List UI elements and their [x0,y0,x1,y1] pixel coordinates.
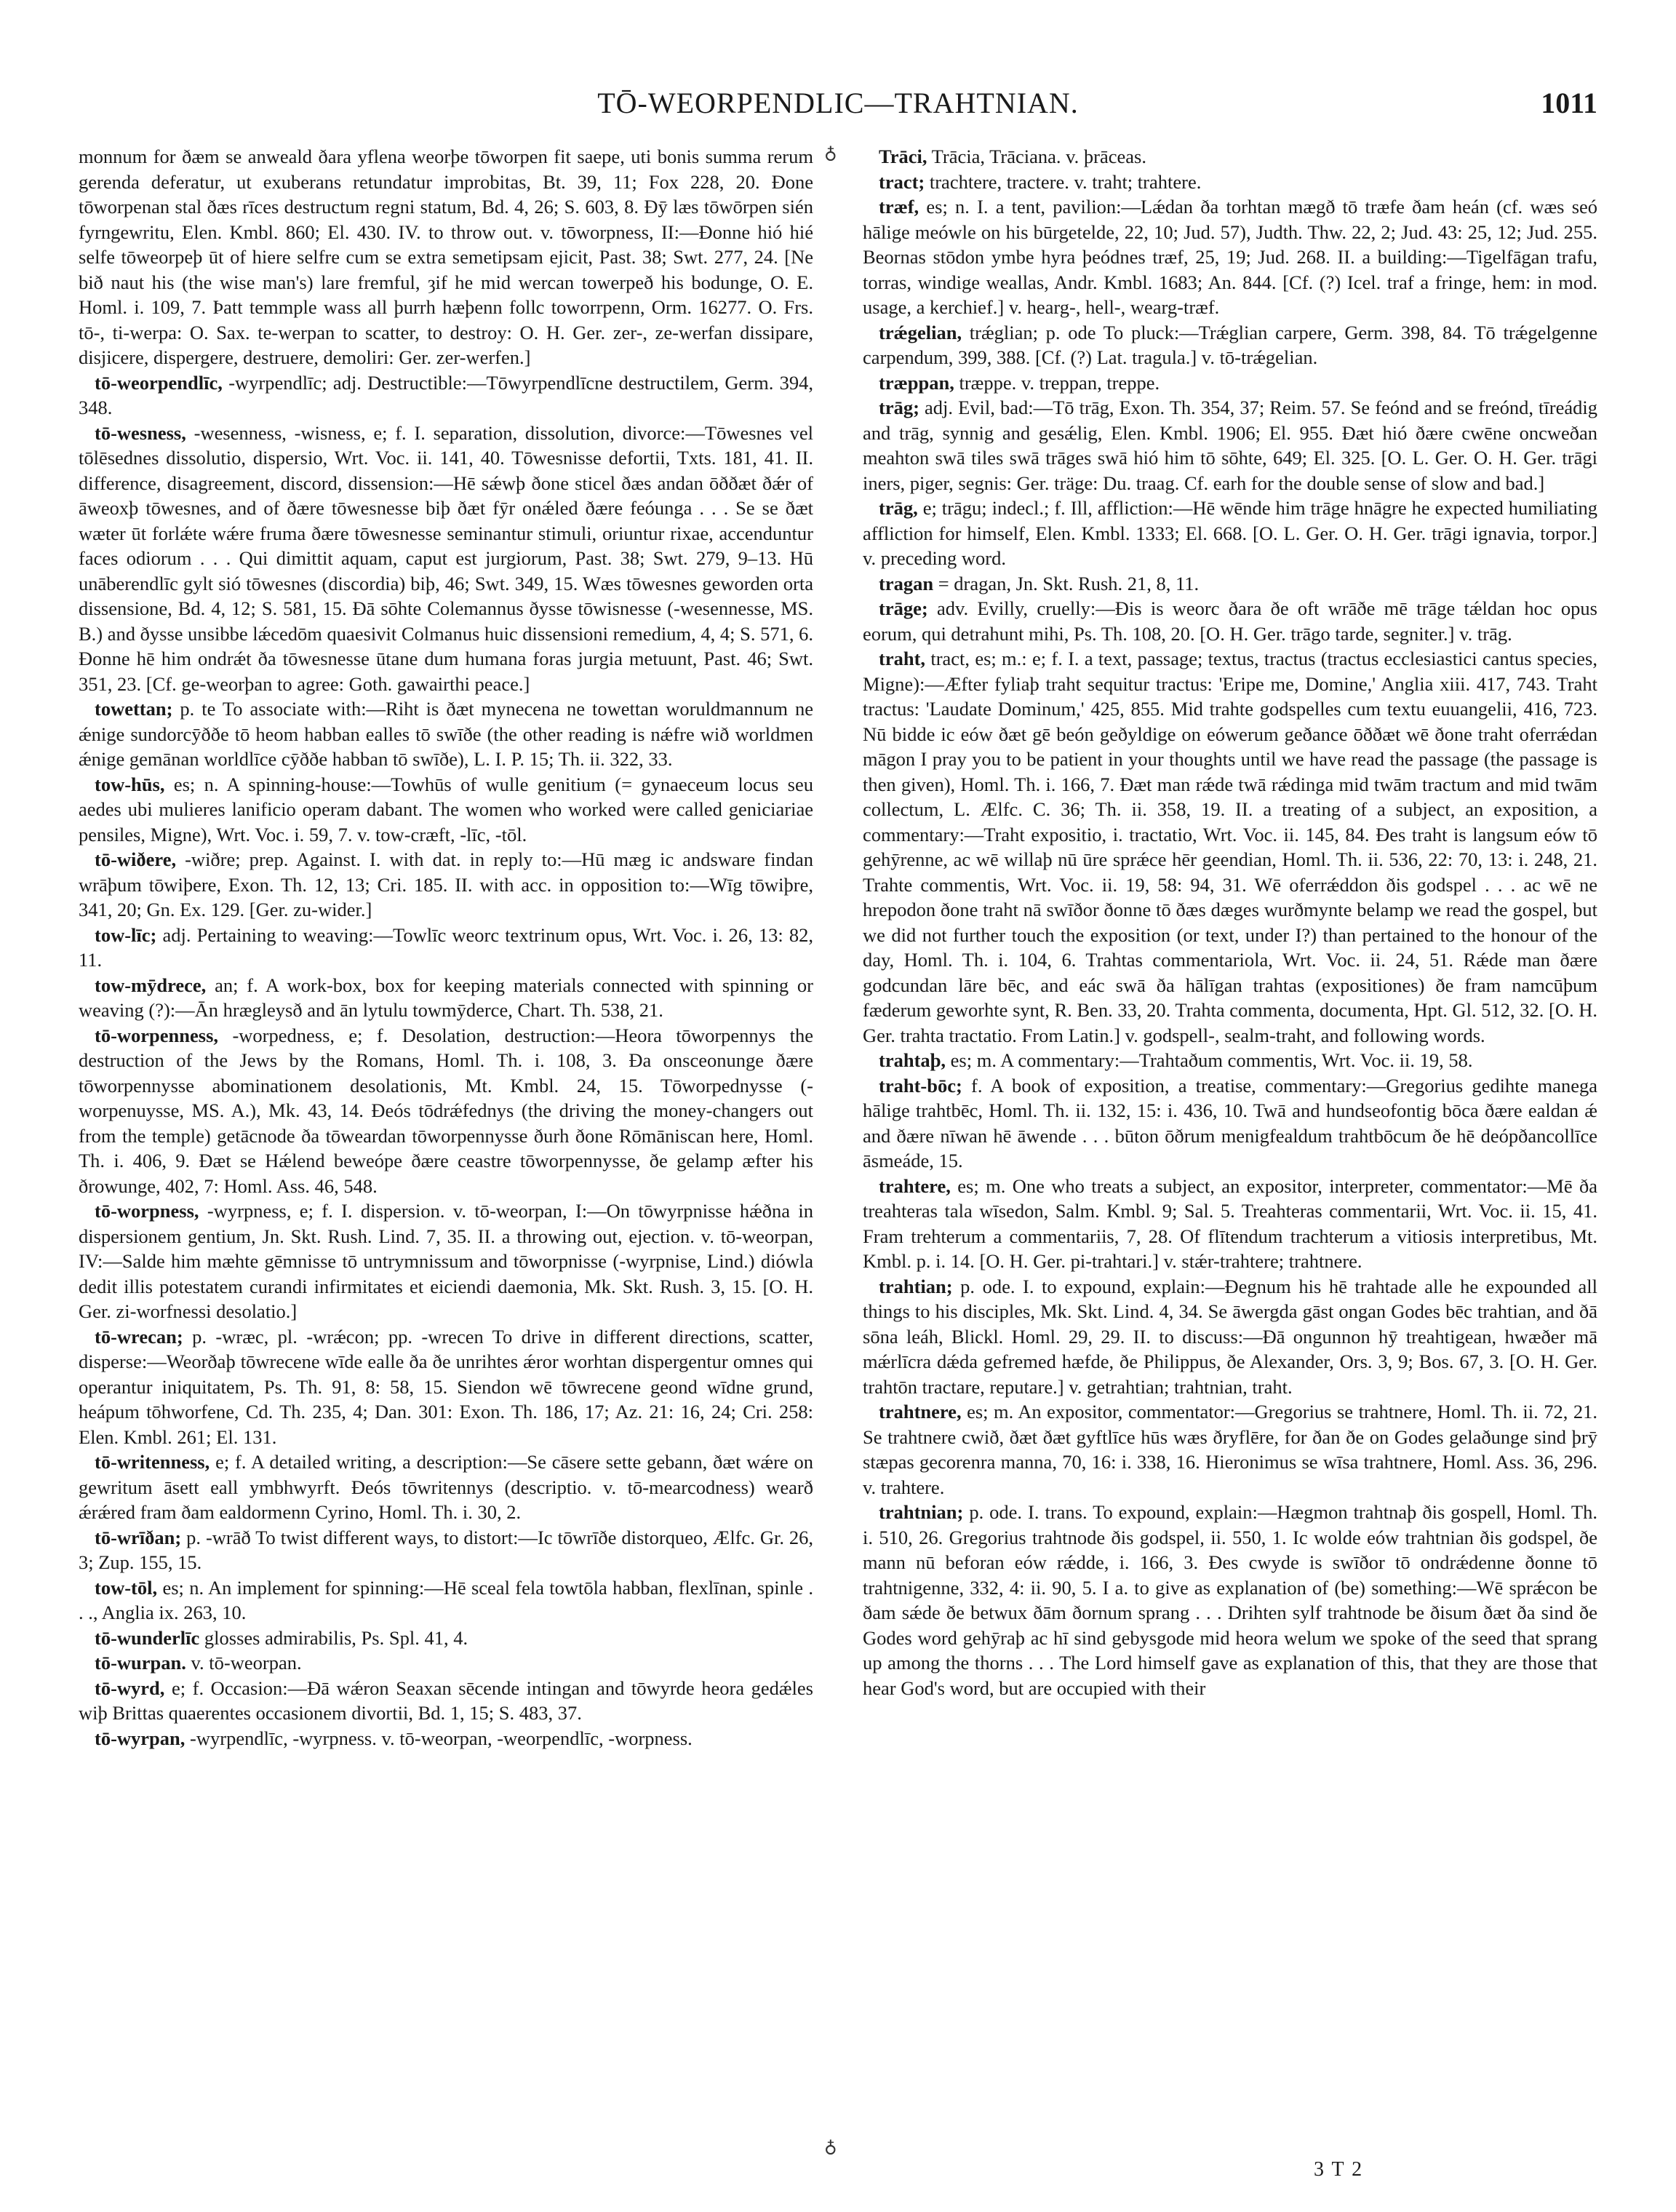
entry-text: monnum for ðæm se anweald ðara yflena weorþe tōworpen fit saepe, uti bonis summa rerum gerenda deferatur, ut exuberans retundatur improbitas, Bt. 39, 11; Fox 228, 20. Ðone tōworpenan stal ðæs rīces destructum regni statum, Bd. 4, 26; S. 603, 8. Ðȳ læs tōwōrpen sién fyrngewritu, Elen. Kmbl. 860; El. 430. IV. to throw out. v. tōworpness, II:—Ðonne hió hié selfe tōweorpeþ ūt of hiere selfre cum se extra semetipsam ejicit, Past. 38; Swt. 277, 24. [Ne bið naut his (the wise man's) lare fremful, ȝif he mid wercan towerpeð his bodunge, O. E. Homl. i. 109, 7. Þatt temmple wass all þurrh hæþenn follc toworrpenn, Orm. 16277. O. Frs. tō-, ti-werpa: O. Sax. te-werpan to scatter, to destroy: O. H. Ger. zer-, ze-werfan dissipare, disjicere, dispergere, destruere, demoliri: Ger. zer-werfen.] [79,146,813,368]
dictionary-entry [863,646,1597,1048]
headword: traht, [879,648,926,669]
dictionary-entry [863,496,1597,571]
entry-text: = dragan, Jn. Skt. Rush. 21, 8, 11. [938,572,1200,594]
headword: trahtere, [879,1174,951,1197]
page-number: 1011 [1541,87,1597,119]
dictionary-entry [863,1274,1597,1400]
right-column [863,144,1597,2138]
dictionary-entry [79,144,813,370]
entry-text: -wesenness, -wisness, e; f. I. separation, dissolution, divorce:—Tōwesnes vel tōlēsednes dissolutio, dispersio, Wrt. Voc. ii. 141, 40. Tōwesnisse defortii, Txts. 181, 41. II. difference, disagreement, discord, dissension:—Hē sǽwþ ðone sticel ðæs andan ōððæt ðǽr of āweoxþ tōwesnes, and of ðære tōwesnesse biþ ðæt fȳr onǽled ðære feóunga . . . Se se ðæt wæter ūt forlǽte wǽre fruma ðære tōwesnesse seminantur stimuli, oriuntur rixae, accenduntur faces odiorum . . . Qui dimittit aquam, caput est jurgiorum, Past. 38; Swt. 279, 9–13. Hū unāberendlīc gylt sió tōwesnes (discordia) biþ, 46; Swt. 349, 15. Wæs tōwesnes geworden orta dissensione, Bd. 4, 12; S. 581, 15. Ðā sōhte Colemannus ðysse tōwisnesse (-wesennesse, MS. B.) and ðysse unsibbe lǽcedōm quaesivit Colmanus huic dissensioni remedium, 4, 4; S. 571, 6. Ðonne hē him ondrǽt ða tōwesnesse ūtane dum humana foras jurgia metuunt, Past. 46; Swt. 351, 23. [Cf. ge-weorþan to agree: Goth. gawairthi peace.] [79,421,813,695]
entry-text: es; n. An implement for spinning:—Hē sceal fela towtōla habban, flexlīnan, spinle . . ., Anglia ix. 263, 10. [79,1576,813,1623]
entry-text: e; f. A detailed writing, a description:—Se cāsere sette gebann, ðæt wǽre on gewritum āsett eall ymbhwyrft. Ðeós tōwritennys (descriptio. v. tō-mearcodness) wearð ǽrǽred fram ðam ealdormenn Cyrino, Homl. Th. i. 30, 2. [79,1451,813,1523]
dictionary-entry [79,1726,813,1751]
dictionary-entry [863,370,1597,396]
headword: trāg; [879,397,919,418]
dictionary-entry [863,320,1597,370]
headword: tō-worpness, [95,1200,199,1222]
dictionary-entry [79,1449,813,1525]
entry-text: p. ode. I. to expound, explain:—Ðegnum his hē trahtade alle he expounded all things to his disciples, Mk. Skt. Lind. 4, 34. Se āwergda gāst ongan Godes bēc trahtian, and ðā sōna leáh, Blickl. Homl. 29, 29. II. to discuss:—Ðā ongunnon hȳ treahtigean, hwæðer mā mǽrlīcra dǽda gefremed hæfde, ðe Philippus, ðe Alexander, Ors. 3, 9; Bos. 67, 3. [O. H. Ger. trahtōn tractare, reputare.] v. getrahtian; trahtnian, traht. [863,1275,1597,1398]
headword: tō-wunderlīc [95,1626,200,1649]
headword: tow-tōl, [95,1576,158,1599]
dictionary-entry [79,1324,813,1450]
entry-text: adj. Evil, bad:—Tō trāg, Exon. Th. 354, 37; Reim. 57. Se feónd and se freónd, tīreádig and trāg, synnig and gesǽlig, Elen. Kmbl. 1906; El. 955. Ðæt hió ðære cwēne oncweðan meahton swā tiles swā trāges swā hió him tō sōhte, 649; El. 325. [O. L. Ger. O. H. Ger. trāgi iners, piger, segnis: Ger. träge: Du. traag. Cf. earh for the double sense of slow and bad.] [863,397,1597,494]
dictionary-entry [863,596,1597,646]
entry-text: es; m. A commentary:—Trahtaðum commentis, Wrt. Voc. ii. 19, 58. [950,1049,1473,1071]
dictionary-entry [79,1575,813,1626]
dictionary-entry [79,923,813,973]
entry-text: adv. Evilly, cruelly:—Ðis is weorc ðara ðe oft wrāðe mē trāge tǽldan hoc opus eorum, qui detrahunt mihi, Ps. Th. 108, 20. [O. H. Ger. trāgo tarde, segniter.] v. trāg. [863,597,1597,645]
entry-text: -worpedness, e; f. Desolation, destruction:—Heora tōworpennys the destruction of the Jews by the Romans, Homl. Th. i. 108, 3. Ða onsceonunge ðære tōworpennysse abominationem desolationis, Mt. Kmbl. 24, 15. Tōworpednysse (-worpenuysse, MS. A.), Mk. 43, 14. Ðeós tōdrǽfednys (the driving the money-changers out from the temple) getācnode ða tōweardan tōworpennysse ðurh ðone Rōmāniscan here, Homl. Th. i. 406, 9. Ðæt se Hǽlend beweópe ðære ceastre tōworpennysse, ðe gelamp æfter his ðrowunge, 402, 7: Homl. Ass. 46, 548. [79,1024,813,1197]
entry-text: -wyrpness, e; f. I. dispersion. v. tō-weorpan, I:—On tōwyrpnisse hǽðna in dispersionem gentium, Jn. Skt. Rush. Lind. 7, 35. II. a throwing out, ejection. v. tō-weorpan, IV:—Salde him mæhte gēmnisse tō untrymnissum and tōworpnisse (-wyrpnise, Lind.) diówla dedit illis potestatem curandi infirmitates et eiciendi daemonia, Mk. Skt. Rush. 3, 15. [O. H. Ger. zi-worfnessi desolatio.] [79,1200,813,1322]
headword: træppan, [879,371,954,394]
dictionary-entry [79,1525,813,1575]
entry-text: es; n. I. a tent, pavilion:—Lǽdan ða torhtan mægð tō træfe ðam heán (cf. wæs seó hālige meówle on his būrgetelde, 22, 10; Jud. 57), Judth. Thw. 22, 2; Jud. 43: 25, 12; Jud. 255. Beornas stōdon ymbe hyra þeódnes træf, 25, 19; Jud. 268. II. a building:—Tigelfāgan trafu, torras, windige weallas, Andr. Kmbl. 1683; An. 844. [Cf. (?) Icel. traf a fringe, hem: in mod. usage, a kerchief.] v. hearg-, hell-, wearg-træf. [863,196,1597,318]
entry-text: tract, es; m.: e; f. I. a text, passage; textus, tractus (tractus ecclesiastici cantus species, Migne):—Æfter fyliaþ traht sequitur tractus: 'Eripe me, Domine,' Anglia xiii. 417, 743. Traht tractus: 'Laudate Dominum,' 425, 855. Mid trahte godspelles cum textu euuangelii, 416, 723. Nū bidde ic eów ðæt gē beón geðyldige on eówerum geðance ōððæt wē ðone traht oferrǽdan māgon I pray you to be patient in your thoughts until we have read the passage (the passage is then given), Homl. Th. i. 166, 7. Ðæt man rǽde twā rǽdinga mid twām tractum and mid twām collectum, L. Ælfc. C. 36; Th. ii. 358, 19. II. a treating of a subject, an exposition, a commentary:—Traht expositio, i. tractatio, Wrt. Voc. ii. 145, 84. Ðes traht is langsum eów tō gehȳrenne, ac wē willaþ nū ūre sprǽce hēr geendian, Homl. Th. ii. 536, 22: 70, 13: i. 248, 21. Trahte commentis, Wrt. Voc. ii. 19, 58: 94, 31. Wē oferrǽddon ðis godspel . . . ac wē ne hrepodon ðone traht nā swīðor ðonne tō ðæs dæges wurðmynte belamp we read the gospel, but we did not further touch the exposition (or text, under I?) than pertained to the honour of the day, Homl. Th. i. 104, 6. Trahtas commentariola, Wrt. Voc. ii. 24, 51. Rǽde man ðære godcundan lāre bēc, and eác swā ða hālīgan trahtas (expositiones) ðe fram namcūþum fæderum geworhte synt, R. Ben. 33, 20. Trahta commenta, documenta, Hpt. Gl. 512, 32. [O. H. Ger. trahta tractatio. From Latin.] v. godspell-, sealm-traht, and following words. [863,648,1597,1046]
headword: trahtaþ, [879,1049,946,1071]
headword: tō-weorpendlīc, [95,371,223,394]
dictionary-entry [79,1650,813,1676]
headword: tō-worpenness, [95,1024,219,1046]
dictionary-entry [863,144,1597,170]
entry-text: Trācia, Trāciana. v. þrāceas. [931,146,1146,167]
headword: tragan [879,572,934,594]
dictionary-entry [863,571,1597,597]
running-title: TŌ-WEORPENDLIC—TRAHTNIAN. [597,87,1079,119]
headword: tō-wyrpan, [95,1727,185,1749]
page-header [79,86,1597,130]
entry-text: f. A book of exposition, a treatise, commentary:—Gregorius gedihte manega hālige trahtbēc, Homl. Th. ii. 132, 15: i. 436, 10. Twā and hundseofontig bōca ðære ealdan ǽ and ðære nīwan hē āwende . . . būton ōðrum menigfealdum trahtbōcum ðe hē deópðancollīce āsmeáde, 15. [863,1074,1597,1171]
headword: towettan; [95,698,173,720]
entry-text: -wyrpendlīc, -wyrpness. v. tō-weorpan, -weorpendlīc, -worpness. [190,1727,693,1749]
dictionary-entry [79,772,813,848]
dictionary-entry [863,1048,1597,1073]
headword: tō-wrīðan; [95,1526,182,1548]
entry-text: adj. Pertaining to weaving:—Towlīc weorc textrinum opus, Wrt. Voc. i. 26, 13: 82, 11. [79,923,813,971]
entry-text: p. te To associate with:—Riht is ðæt mynecena ne towettan woruldmannum ne ǽnige sundorcȳððe tō heom habban ealles tō swīðe (the other reading is nǽfre wið worldmen ǽnige gemānan worldlīce cȳððe habban tō swīðe), L. I. P. 15; Th. ii. 322, 33. [79,698,813,770]
headword: træf, [879,196,919,218]
entry-text: an; f. A work-box, box for keeping materials connected with spinning or weaving (?):—Ān hrægleysð and ān lytulu towmȳderce, Chart. Th. 538, 21. [79,974,813,1021]
headword: trahtnian; [879,1501,964,1523]
dictionary-entry [863,1174,1597,1274]
headword: tow-līc; [95,923,157,946]
headword: trahtnere, [879,1401,962,1423]
entry-text: -wiðre; prep. Against. I. with dat. in reply to:—Hū mæg ic andsware findan wrāþum tōwiþere, Exon. Th. 12, 13; Cri. 185. II. with acc. in opposition to:—Wīg tōwiþre, 341, 20; Gn. Ex. 129. [Ger. zu-wider.] [79,848,813,920]
headword: tō-wurpan. [95,1652,186,1674]
headword: tract; [879,170,925,193]
headword: tō-wyrd, [95,1676,165,1699]
headword: trahtian; [879,1275,953,1297]
entry-text: glosses admirabilis, Ps. Spl. 41, 4. [204,1626,468,1649]
headword: tō-wiðere, [95,848,177,870]
dictionary-entry [863,395,1597,496]
entry-text: trachtere, tractere. v. traht; trahtere. [929,170,1202,193]
headword: trāg, [879,497,918,519]
headword: traht-bōc; [879,1074,962,1097]
dictionary-entry [863,194,1597,320]
dictionary-entry [79,1023,813,1199]
entry-text: p. -wrāð To twist different ways, to distort:—Ic tōwrīðe distorqueo, Ælfc. Gr. 26, 3; Zup. 155, 15. [79,1526,813,1573]
entry-text: e; trāgu; indecl.; f. Ill, affliction:—Hē wēnde him trāge hnāgre he expected humiliating affliction for himself, Elen. Kmbl. 1333; El. 668. [O. L. Ger. O. H. Ger. trāgi ignavia, torpor.] v. preceding word. [863,497,1597,569]
headword: tow-hūs, [95,773,165,795]
entry-text: es; m. One who treats a subject, an expositor, interpreter, commentator:—Mē ða treahteras tala wīsedon, Salm. Kmbl. 9; Sal. 5. Treahteras commentarii, Wrt. Voc. ii. 15, 41. Fram trehterum a commentariis, 7, 28. Of flītendum trachterum a vitiosis interpretibus, Mt. Kmbl. p. i. 14. [O. H. Ger. pi-trahtari.] v. stǽr-trahtere; trahtnere. [863,1174,1597,1272]
dictionary-entry [79,1198,813,1324]
left-column [79,144,813,2138]
gutter-ornament-bottom: ♁ [824,2138,837,2157]
dictionary-entry [79,696,813,772]
dictionary-entry [863,170,1597,195]
entry-text: træppe. v. treppan, treppe. [959,371,1160,394]
headword: tow-mȳdrece, [95,974,207,996]
entry-text: -wyrpendlīc; adj. Destructible:—Tōwyrpendlīcne destructilem, Germ. 394, 348. [79,371,813,418]
dictionary-entry [79,847,813,923]
gutter-ornament-top: ♁ [824,144,837,163]
headword: tō-wrecan; [95,1325,183,1348]
dictionary-entry [79,973,813,1023]
dictionary-entry [79,1676,813,1726]
headword: Trāci, [879,146,927,167]
entry-text: es; n. A spinning-house:—Towhūs of wulle genitium (= gynaeceum locus seu aedes ubi mulieres lanificio operam dabant. The women who worked were called geniciariae pensiles, Migne), Wrt. Voc. i. 59, 7. v. tow-cræft, -līc, -tōl. [79,773,813,846]
dictionary-entry [863,1399,1597,1500]
entry-text: e; f. Occasion:—Ðā wǽron Seaxan sēcende intingan and tōwyrde heora gedǽles wiþ Brittas quaerentes occasionem divortii, Bd. 1, 15; S. 483, 37. [79,1676,813,1724]
entry-text: v. tō-weorpan. [191,1652,302,1674]
headword: trǽgelian, [879,321,962,343]
dictionary-entry [863,1500,1597,1700]
entry-text: es; m. An expositor, commentator:—Gregorius se trahtnere, Homl. Th. ii. 72, 21. Se trahtnere cwið, ðæt ðæt gyftlīce hūs wæs ðryflēre, for ðan ðe on Godes gelaðunge sind þrȳ stæpas gecorenra manna, 70, 16: i. 338, 16. Hieronimus se wīsa trahtnere, Homl. Ass. 36, 296. v. trahtere. [863,1401,1597,1498]
headword: trāge; [879,597,928,619]
signature-mark: 3 T 2 [1314,2158,1364,2181]
dictionary-entry [79,421,813,697]
dictionary-entry [863,1073,1597,1174]
dictionary-entry [79,370,813,421]
dictionary-entry [79,1626,813,1651]
headword: tō-wesness, [95,421,186,444]
entry-text: p. ode. I. trans. To expound, explain:—Hægmon trahtnaþ ðis gospell, Homl. Th. i. 510, 26. Gregorius trahtnode ðis godspel, ii. 550, 1. Ic wolde eów trahtnian ðis godspel, ðe mann nū beforan eów rǽdde, i. 166, 3. Ðes cwyde is swīðor tō ondrǽdenne ðonne tō trahtnigenne, 332, 4: ii. 90, 5. I a. to give as explanation of (be) something:—Wē sprǽcon be ðam sǽde ðe betwux ðām ðornum sprang . . . Drihten sylf trahtnode be ðisum ðæt ða sind ðe Godes word gehȳraþ ac hī sind gebysgode mid heora welum we spoke of the seed that sprang up among the thorns . . . The Lord himself gave as explanation of this, that they are those that hear God's word, but are occupied with their [863,1501,1597,1699]
headword: tō-writenness, [95,1451,210,1473]
entry-text: trǽglian; p. ode To pluck:—Trǽglian carpere, Germ. 398, 84. Tō trǽgelgenne carpendum, 399, 388. [Cf. (?) Lat. tragula.] v. tō-trǽgelian. [863,321,1597,368]
entry-text: p. -wræc, pl. -wrǽcon; pp. -wrecen To drive in different directions, scatter, disperse:—Weorðaþ tōwrecene wīde ealle ða ðe unrihtes ǽror worhtan dispergentur omnes qui operantur iniquitatem, Ps. Th. 91, 8: 58, 15. Siendon wē tōwrecene geond wīdne grund, heápum tōhworfene, Cd. Th. 235, 4; Dan. 301: Exon. Th. 186, 17; Az. 21: 16, 24; Cri. 258: Elen. Kmbl. 261; El. 131. [79,1325,813,1448]
